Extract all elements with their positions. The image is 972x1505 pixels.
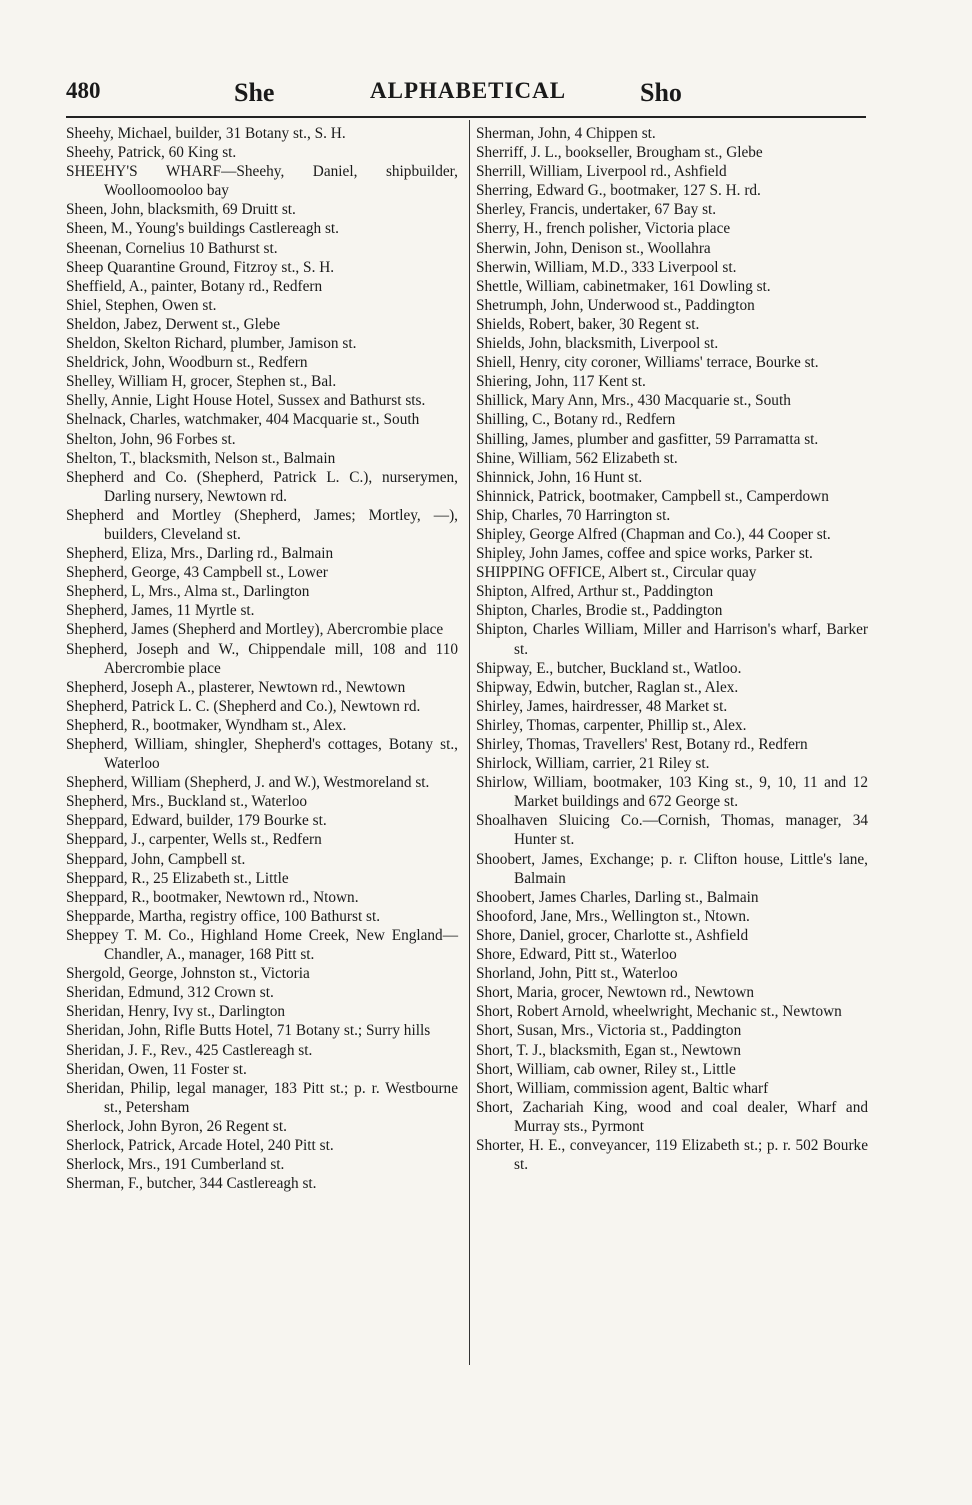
directory-entry: Shipley, George Alfred (Chapman and Co.), 44 Cooper st. [476,525,831,543]
directory-entry: Shepherd, George, 43 Campbell st., Lower [66,564,328,582]
directory-entry: Shelton, John, 96 Forbes st. [66,430,236,448]
directory-entry: Shelnack, Charles, watchmaker, 404 Macquarie st., South [66,411,420,429]
directory-entry: Shields, John, blacksmith, Liverpool st. [476,335,719,353]
directory-entry: Sherlock, Patrick, Arcade Hotel, 240 Pitt st. [66,1136,334,1154]
directory-entry: Sherring, Edward G., bootmaker, 127 S. H. rd. [476,182,761,200]
page-number: 480 [66,78,101,103]
directory-entry: Shelton, T., blacksmith, Nelson st., Balmain [66,449,336,467]
directory-entry: Sherlock, John Byron, 26 Regent st. [66,1117,287,1135]
directory-entry: Shiell, Henry, city coroner, Williams' terrace, Bourke st. [476,354,819,372]
directory-entry: Shooford, Jane, Mrs., Wellington st., Ntown. [476,907,750,925]
left-guide-word: She [234,78,275,107]
directory-entry: Shepparde, Martha, registry office, 100 Bathurst st. [66,907,381,925]
directory-entry: Short, Maria, grocer, Newtown rd., Newtown [476,984,755,1002]
directory-entry: Shirlock, William, carrier, 21 Riley st. [476,755,710,773]
directory-entry: Shorland, John, Pitt st., Waterloo [476,965,678,983]
directory-entry: Sherwin, William, M.D., 333 Liverpool st. [476,258,737,276]
directory-entry: Sheep Quarantine Ground, Fitzroy st., S. H. [66,258,335,276]
directory-entry: Shelley, William H, grocer, Stephen st., Bal. [66,373,337,391]
directory-entry: Sheppard, John, Campbell st. [66,850,246,868]
directory-entry: Short, William, cab owner, Riley st., Little [476,1060,736,1078]
left-column [66,124,458,1193]
directory-entry: Shepherd, L, Mrs., Alma st., Darlington [66,583,310,601]
column-divider [469,120,470,1365]
directory-entry: Sheppard, R., 25 Elizabeth st., Little [66,869,289,887]
directory-entry: Sheridan, J. F., Rev., 425 Castlereagh st. [66,1041,313,1059]
directory-entry: Shepherd and Mortley (Shepherd, James; Mortley, —), builders, Cleveland st. [66,506,458,543]
directory-entry: Sheridan, Henry, Ivy st., Darlington [66,1003,286,1021]
directory-entry: Sheehy, Michael, builder, 31 Botany st., S. H. [66,125,346,142]
directory-entry: Shipton, Charles William, Miller and Harrison's wharf, Barker st. [476,621,868,658]
directory-entry: Sheppard, Edward, builder, 179 Bourke st. [66,812,327,830]
directory-entry: Shore, Edward, Pitt st., Waterloo [476,946,677,964]
directory-entry: Sherwin, John, Denison st., Woollahra [476,239,711,257]
directory-entry: Shiel, Stephen, Owen st. [66,296,217,314]
directory-entry: Shettle, William, cabinetmaker, 161 Dowling st. [476,277,771,295]
directory-entry: Short, Robert Arnold, wheelwright, Mechanic st., Newtown [476,1003,842,1021]
directory-entry: Shillick, Mary Ann, Mrs., 430 Macquarie st., South [476,392,791,410]
directory-entry: Shore, Daniel, grocer, Charlotte st., Ashfield [476,926,749,944]
directory-entry: Shinnick, Patrick, bootmaker, Campbell st., Camperdown [476,487,829,505]
directory-entry: Sheldon, Jabez, Derwent st., Glebe [66,315,281,333]
directory-entry: Sheridan, Philip, legal manager, 183 Pitt st.; p. r. Westbourne st., Petersham [66,1079,458,1116]
directory-entry: SHIPPING OFFICE, Albert st., Circular quay [476,564,757,582]
directory-entry: Shinnick, John, 16 Hunt st. [476,468,643,486]
directory-entry: Sheridan, John, Rifle Butts Hotel, 71 Botany st.; Surry hills [66,1022,431,1040]
directory-entry: Shoobert, James Charles, Darling st., Balmain [476,888,759,906]
directory-entry: Shelly, Annie, Light House Hotel, Sussex and Bathurst sts. [66,392,426,410]
directory-entry: Sherman, John, 4 Chippen st. [476,125,656,142]
directory-entry: Shergold, George, Johnston st., Victoria [66,965,310,983]
directory-entry: Shepherd, William (Shepherd, J. and W.), Westmoreland st. [66,774,430,792]
directory-entry: Shields, Robert, baker, 30 Regent st. [476,315,700,333]
directory-entry: Sheenan, Cornelius 10 Bathurst st. [66,239,278,257]
directory-entry: Shirley, James, hairdresser, 48 Market st. [476,697,728,715]
directory-entry: Sheffield, A., painter, Botany rd., Redfern [66,277,323,295]
directory-entry: Sherman, F., butcher, 344 Castlereagh st. [66,1175,317,1193]
directory-entry: Shepherd, Eliza, Mrs., Darling rd., Balmain [66,545,334,563]
directory-entry: Sheppard, J., carpenter, Wells st., Redfern [66,831,322,849]
directory-entry: Shetrumph, John, Underwood st., Paddington [476,296,755,314]
directory-entry: Sherlock, Mrs., 191 Cumberland st. [66,1156,285,1174]
directory-entry: Shepherd, James (Shepherd and Mortley), Abercrombie place [66,621,444,639]
directory-entry: Sherriff, J. L., bookseller, Brougham st., Glebe [476,144,763,162]
directory-entry: Shilling, C., Botany rd., Redfern [476,411,676,429]
directory-entry: Ship, Charles, 70 Harrington st. [476,506,671,524]
directory-entry: Shepherd and Co. (Shepherd, Patrick L. C.), nurserymen, Darling nursery, Newtown rd. [66,468,458,505]
directory-entry: Sheldrick, John, Woodburn st., Redfern [66,354,308,372]
directory-entry: Shipley, John James, coffee and spice works, Parker st. [476,545,813,563]
directory-entry: Shepherd, Joseph A., plasterer, Newtown rd., Newtown [66,678,406,696]
directory-entry: Shepherd, Patrick L. C. (Shepherd and Co.), Newtown rd. [66,697,421,715]
directory-entry: Shirley, Thomas, Travellers' Rest, Botany rd., Redfern [476,736,808,753]
directory-entry: Sheppey T. M. Co., Highland Home Creek, New England—Chandler, A., manager, 168 Pitt st. [66,926,458,964]
right-column [476,124,868,1174]
directory-entry: Shirley, Thomas, carpenter, Phillip st., Alex. [476,716,747,734]
directory-entry: Shoobert, James, Exchange; p. r. Clifton house, Little's lane, Balmain [476,850,868,887]
directory-entry: Sherrill, William, Liverpool rd., Ashfield [476,163,727,181]
directory-entry: Sheen, John, blacksmith, 69 Druitt st. [66,201,296,219]
directory-entry: Shine, William, 562 Elizabeth st. [476,449,678,467]
directory-entry: Shirlow, William, bootmaker, 103 King st., 9, 10, 11 and 12 Market buildings and 672 George st. [476,774,868,811]
directory-entry: Shepherd, R., bootmaker, Wyndham st., Alex. [66,716,347,734]
directory-entry: Sheehy, Patrick, 60 King st. [66,144,237,162]
directory-entry: Shiering, John, 117 Kent st. [476,373,646,391]
directory-entry: Shipton, Alfred, Arthur st., Paddington [476,583,714,601]
directory-entry: Shipway, E., butcher, Buckland st., Watloo. [476,659,742,677]
directory-entry: Shoalhaven Sluicing Co.—Cornish, Thomas, manager, 34 Hunter st. [476,812,868,849]
directory-entry: Sheen, M., Young's buildings Castlereagh st. [66,220,340,238]
directory-entry: Sherry, H., french polisher, Victoria place [476,220,731,238]
directory-entry: Sheridan, Owen, 11 Foster st. [66,1060,247,1078]
directory-entry: Short, Zachariah King, wood and coal dealer, Wharf and Murray sts., Pyrmont [476,1098,868,1135]
directory-entry: Shipway, Edwin, butcher, Raglan st., Alex. [476,678,739,696]
header-rule [66,116,866,118]
directory-entry: Short, Susan, Mrs., Victoria st., Paddington [476,1022,742,1040]
directory-entry: Shepherd, Joseph and W., Chippendale mill, 108 and 110 Abercrombie place [66,640,458,677]
directory-entry: Shepherd, James, 11 Myrtle st. [66,602,255,620]
page-title: ALPHABETICAL [370,78,567,103]
right-guide-word: Sho [640,78,682,107]
directory-entry: Short, T. J., blacksmith, Egan st., Newtown [476,1041,741,1059]
directory-entry: Shilling, James, plumber and gasfitter, 59 Parramatta st. [476,430,819,448]
directory-entry: Shepherd, William, shingler, Shepherd's cottages, Botany st., Waterloo [66,736,458,773]
directory-entry: Short, William, commission agent, Baltic wharf [476,1079,769,1097]
directory-entry: SHEEHY'S WHARF—Sheehy, Daniel, shipbuilder, Woolloomooloo bay [66,163,458,200]
directory-entry: Sheppard, R., bootmaker, Newtown rd., Ntown. [66,888,359,906]
directory-entry: Sheldon, Skelton Richard, plumber, Jamison st. [66,335,357,353]
directory-entry: Sherley, Francis, undertaker, 67 Bay st. [476,201,717,219]
directory-entry: Shorter, H. E., conveyancer, 119 Elizabeth st.; p. r. 502 Bourke st. [476,1136,868,1174]
directory-entry: Sheridan, Edmund, 312 Crown st. [66,984,274,1002]
directory-entry: Shipton, Charles, Brodie st., Paddington [476,602,723,620]
directory-entry: Shepherd, Mrs., Buckland st., Waterloo [66,793,308,811]
page-header [66,78,866,114]
